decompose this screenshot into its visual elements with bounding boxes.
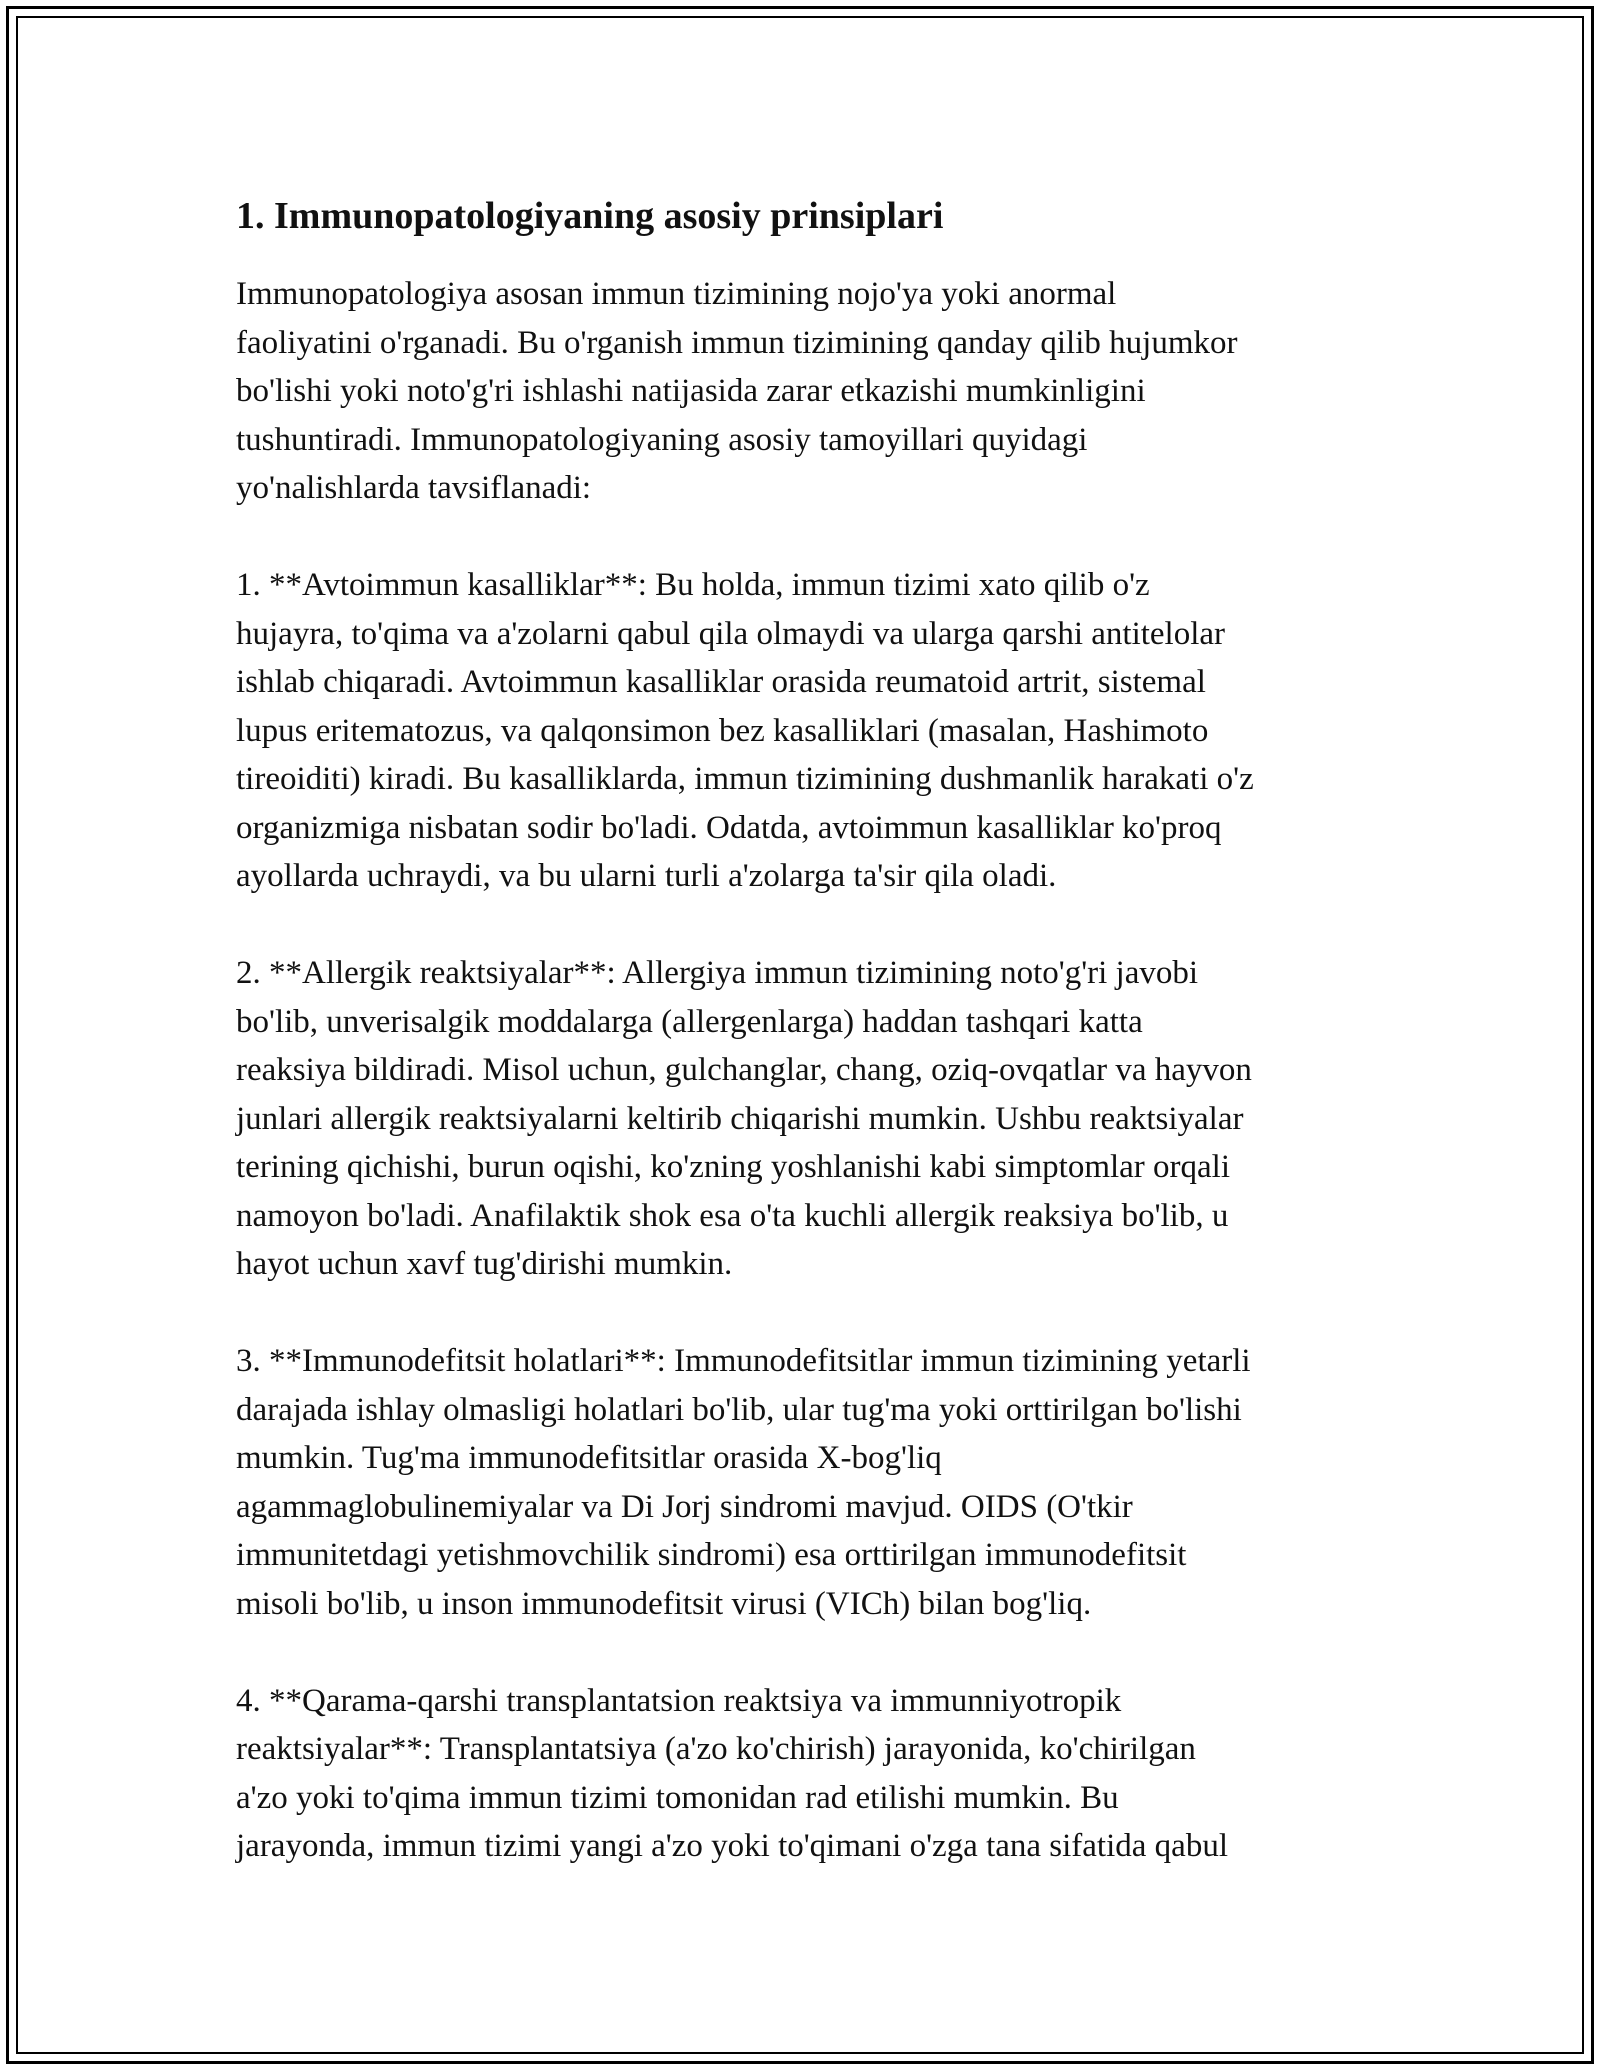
text-line: junlari allergik reaktsiyalarni keltirib chiqarishi mumkin. Ushbu reaktsiyalar (236, 1100, 1244, 1137)
text-line: terining qichishi, burun oqishi, ko'zning yoshlanishi kabi simptomlar orqali (236, 1149, 1231, 1185)
text-line: hujayra, to'qima va a'zolarni qabul qila olmaydi va ularga qarshi antitelolar (236, 615, 1226, 652)
section-heading: 1. Immunopatologiyaning asosiy prinsiplari (236, 195, 944, 237)
text-line: 1. **Avtoimmun kasalliklar**: Bu holda, immun tizimi xato qilib o'z (236, 567, 1150, 603)
text-line: darajada ishlay olmasligi holatlari bo'lib, ular tug'ma yoki orttirilgan bo'lishi (236, 1391, 1242, 1428)
text-line: ayollarda uchraydi, va bu ularni turli a'zolarga ta'sir qila oladi. (236, 858, 1057, 894)
text-line: misoli bo'lib, u inson immunodefitsit virusi (VICh) bilan bog'liq. (236, 1585, 1092, 1622)
text-line: bo'lishi yoki noto'g'ri ishlashi natijasida zarar etkazishi mumkinligini (236, 373, 1146, 409)
text-line: faoliyatini o'rganadi. Bu o'rganish immun tizimining qanday qilib hujumkor (236, 324, 1238, 361)
text-line: 2. **Allergik reaktsiyalar**: Allergiya immun tizimining noto'g'ri javobi (236, 955, 1199, 991)
text-line: namoyon bo'ladi. Anafilaktik shok esa o'ta kuchli allergik reaksiya bo'lib, u (236, 1197, 1229, 1234)
paragraph-spacer (236, 1628, 1396, 1677)
allergy-paragraph (236, 949, 1396, 1289)
text-line: tireoiditi) kiradi. Bu kasalliklarda, immun tizimining dushmanlik harakati o'z (236, 761, 1254, 797)
text-line: bo'lib, unverisalgik moddalarga (allergenlarga) haddan tashqari katta (236, 1003, 1143, 1040)
document-body (236, 188, 1396, 1871)
text-line: hayot uchun xavf tug'dirishi mumkin. (236, 1246, 733, 1282)
intro-paragraph (236, 270, 1396, 513)
immunodeficiency-paragraph (236, 1337, 1396, 1628)
text-line: 3. **Immunodefitsit holatlari**: Immunodefitsitlar immun tizimining yetarli (236, 1343, 1251, 1379)
text-line: reaktsiyalar**: Transplantatsiya (a'zo ko'chirish) jarayonida, ko'chirilgan (236, 1731, 1196, 1767)
transplant-paragraph (236, 1677, 1396, 1871)
text-line: reaksiya bildiradi. Misol uchun, gulchanglar, chang, oziq-ovqatlar va hayvon (236, 1052, 1252, 1088)
text-line: agammaglobulinemiyalar va Di Jorj sindromi mavjud. OIDS (O'tkir (236, 1488, 1133, 1525)
text-line: yo'nalishlarda tavsiflanadi: (236, 470, 592, 506)
text-line: immunitetdagi yetishmovchilik sindromi) esa orttirilgan immunodefitsit (236, 1537, 1187, 1573)
text-line: Immunopatologiya asosan immun tizimining nojo'ya yoki anormal (236, 276, 1117, 312)
paragraph-spacer (236, 1289, 1396, 1338)
autoimmune-paragraph (236, 561, 1396, 901)
text-line: lupus eritematozus, va qalqonsimon bez kasalliklari (masalan, Hashimoto (236, 712, 1209, 749)
text-line: 4. **Qarama-qarshi transplantatsion reaktsiya va immunniyotropik (236, 1682, 1122, 1719)
text-line: a'zo yoki to'qima immun tizimi tomonidan rad etilishi mumkin. Bu (236, 1779, 1119, 1816)
text-line: ishlab chiqaradi. Avtoimmun kasalliklar orasida reumatoid artrit, sistemal (236, 664, 1206, 700)
paragraph-spacer (236, 513, 1396, 562)
text-line: mumkin. Tug'ma immunodefitsitlar orasida X-bog'liq (236, 1440, 942, 1476)
text-line: tushuntiradi. Immunopatologiyaning asosiy tamoyillari quyidagi (236, 421, 1088, 458)
text-line: organizmiga nisbatan sodir bo'ladi. Odatda, avtoimmun kasalliklar ko'proq (236, 809, 1222, 846)
text-line: jarayonda, immun tizimi yangi a'zo yoki to'qimani o'zga tana sifatida qabul (236, 1828, 1228, 1864)
paragraph-spacer (236, 901, 1396, 950)
